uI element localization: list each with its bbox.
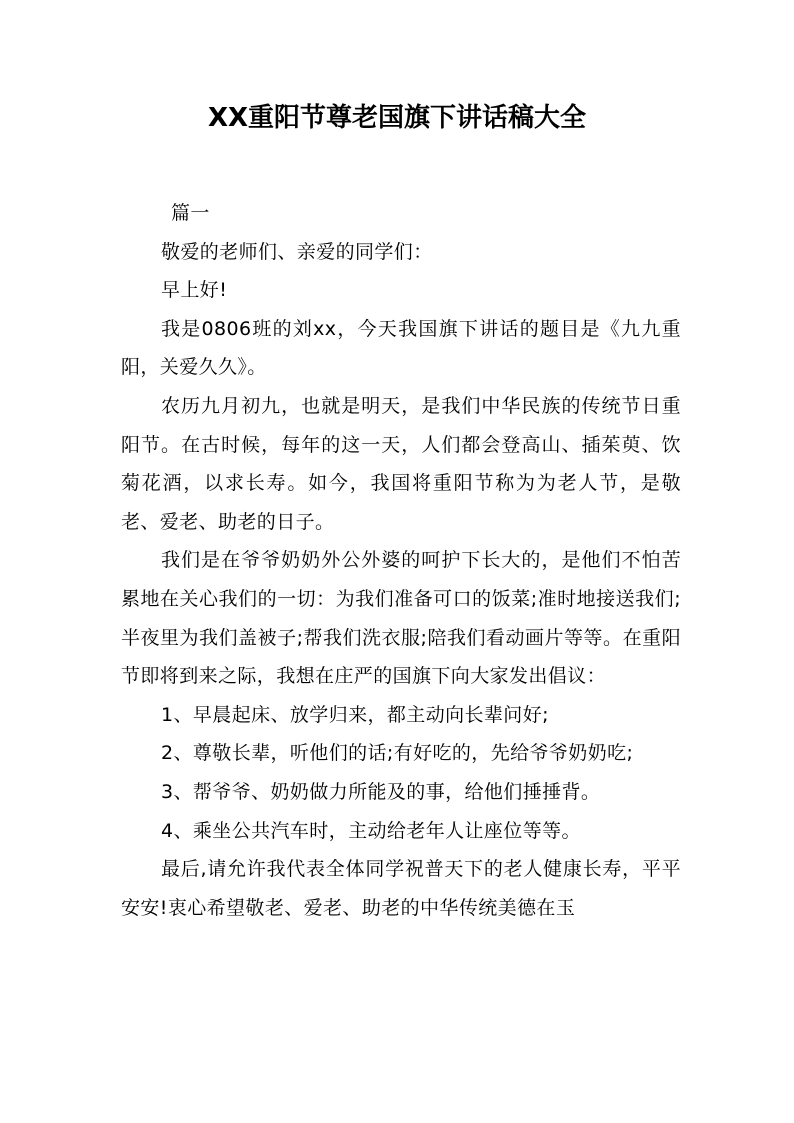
document-body [121, 194, 681, 927]
list-item: 2、尊敬长辈，听他们的话;有好吃的，先给爷爷奶奶吃; [161, 742, 634, 765]
section-heading: 篇一 [171, 202, 210, 224]
paragraph-intro: 我是0806班的刘xx，今天我国旗下讲话的题目是《九九重阳，关爱久久》。 [121, 317, 681, 379]
paragraph-festival: 农历九月初九，也就是明天，是我们中华民族的传统节日重阳节。在古时候，每年的这一天，人们都会登高山、插茱萸、饮菊花酒，以求长寿。如今，我国将重阳节称为为老人节，是敬老、爱老、助老的日子。 [121, 394, 681, 533]
document-title: XX重阳节尊老国旗下讲话稿大全 [207, 103, 587, 133]
paragraph-greeting: 敬爱的老师们、亲爱的同学们： [161, 240, 433, 263]
paragraph-closing: 最后,请允许我代表全体同学祝普天下的老人健康长寿，平平安安!衷心希望敬老、爱老、助老的中华传统美德在玉 [121, 858, 681, 919]
list-item: 3、帮爷爷、奶奶做力所能及的事，给他们捶捶背。 [161, 780, 601, 803]
list-item: 1、早晨起床、放学归来，都主动向长辈问好; [161, 703, 549, 726]
paragraph-grandparents: 我们是在爷爷奶奶外公外婆的呵护下长大的，是他们不怕苦累地在关心我们的一切：为我们准备可口的饭菜;准时地接送我们;半夜里为我们盖被子;帮我们洗衣服;陪我们看动画片等等。在重阳节即将到来之际，我想在庄严的国旗下向大家发出倡议： [121, 549, 681, 688]
list-item: 4、乘坐公共汽车时，主动给老年人让座位等等。 [161, 819, 581, 842]
paragraph-good-morning: 早上好! [161, 279, 228, 302]
